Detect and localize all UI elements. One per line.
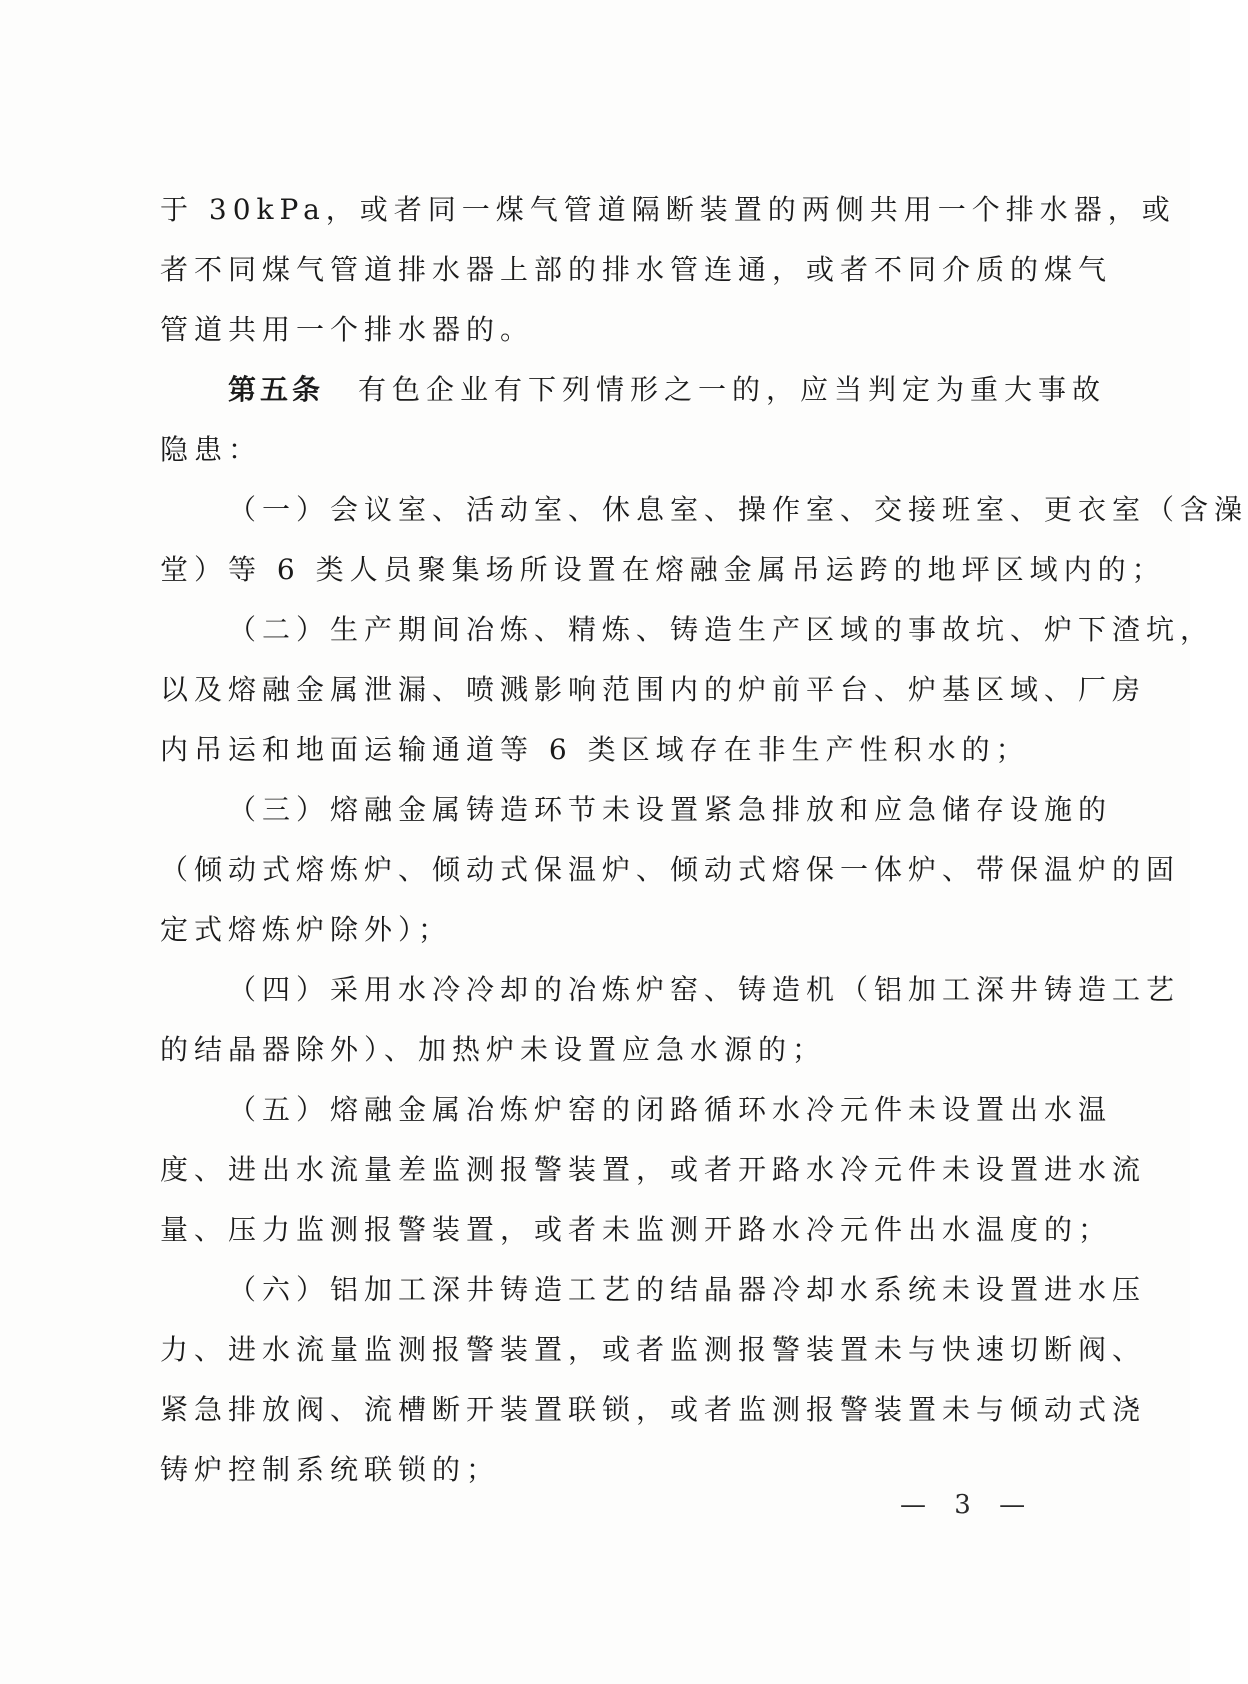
item-line xyxy=(160,613,1215,676)
line-text: 隐患： xyxy=(160,433,263,466)
line-text: 铸炉控制系统联锁的； xyxy=(160,1453,501,1486)
line-text: （一）会议室、活动室、休息室、操作室、交接班室、更衣室（含澡 xyxy=(228,493,1248,526)
line-text: 以及熔融金属泄漏、喷溅影响范围内的炉前平台、炉基区域、厂房 xyxy=(160,673,1147,706)
line-text: （六）铝加工深井铸造工艺的结晶器冷却水系统未设置进水压 xyxy=(228,1273,1147,1306)
line-text: 量、压力监测报警装置，或者未监测开路水冷元件出水温度的； xyxy=(160,1213,1113,1246)
paragraph-line xyxy=(160,1153,1147,1216)
page-number: — 3 — xyxy=(900,1490,1036,1520)
line-text: 于 30kPa，或者同一煤气管道隔断装置的两侧共用一个排水器，或 xyxy=(160,193,1176,226)
article-text: 有色企业有下列情形之一的，应当判定为重大事故 xyxy=(324,373,1107,406)
line-text: （三）熔融金属铸造环节未设置紧急排放和应急储存设施的 xyxy=(228,793,1113,826)
line-text: 的结晶器除外）、加热炉未设置应急水源的； xyxy=(160,1033,827,1066)
item-line xyxy=(160,973,1181,1036)
paragraph-line xyxy=(160,1033,1040,1096)
paragraph-line xyxy=(160,1393,1147,1456)
item-line xyxy=(160,1093,1113,1156)
line-text: 堂）等 6 类人员聚集场所设置在熔融金属吊运跨的地坪区域内的； xyxy=(160,553,1166,586)
article-number: 第五条 xyxy=(228,373,325,406)
line-text: 定式熔炼炉除外）； xyxy=(160,913,453,946)
paragraph-line xyxy=(160,553,1166,616)
article-heading-line xyxy=(160,373,1107,436)
paragraph-line xyxy=(160,253,1113,316)
paragraph-line xyxy=(160,1333,1147,1396)
paragraph-line xyxy=(160,733,1040,796)
line-text: 者不同煤气管道排水器上部的排水管连通，或者不同介质的煤气 xyxy=(160,253,1113,286)
line-text: （二）生产期间冶炼、精炼、铸造生产区域的事故坑、炉下渣坑， xyxy=(228,613,1215,646)
line-text: （五）熔融金属冶炼炉窑的闭路循环水冷元件未设置出水温 xyxy=(228,1093,1113,1126)
item-line xyxy=(160,793,1113,856)
line-text: 力、进水流量监测报警装置，或者监测报警装置未与快速切断阀、 xyxy=(160,1333,1147,1366)
body-text xyxy=(160,193,1248,1516)
item-line xyxy=(160,1273,1147,1336)
line-text: （四）采用水冷冷却的冶炼炉窑、铸造机（铝加工深井铸造工艺 xyxy=(228,973,1181,1006)
paragraph-line xyxy=(160,193,1176,256)
paragraph-line xyxy=(160,1213,1113,1276)
paragraph-line xyxy=(160,313,1040,376)
paragraph-line xyxy=(160,853,1181,916)
line-text: 度、进出水流量差监测报警装置，或者开路水冷元件未设置进水流 xyxy=(160,1153,1147,1186)
line-text: 内吊运和地面运输通道等 6 类区域存在非生产性积水的； xyxy=(160,733,1030,766)
line-text: （倾动式熔炼炉、倾动式保温炉、倾动式熔保一体炉、带保温炉的固 xyxy=(160,853,1181,886)
paragraph-line xyxy=(160,673,1147,736)
paragraph-line xyxy=(160,433,1040,496)
paragraph-line xyxy=(160,913,1040,976)
line-text: 紧急排放阀、流槽断开装置联锁，或者监测报警装置未与倾动式浇 xyxy=(160,1393,1147,1426)
item-line xyxy=(160,493,1248,556)
line-text: 管道共用一个排水器的。 xyxy=(160,313,535,346)
line-text xyxy=(228,373,1107,406)
